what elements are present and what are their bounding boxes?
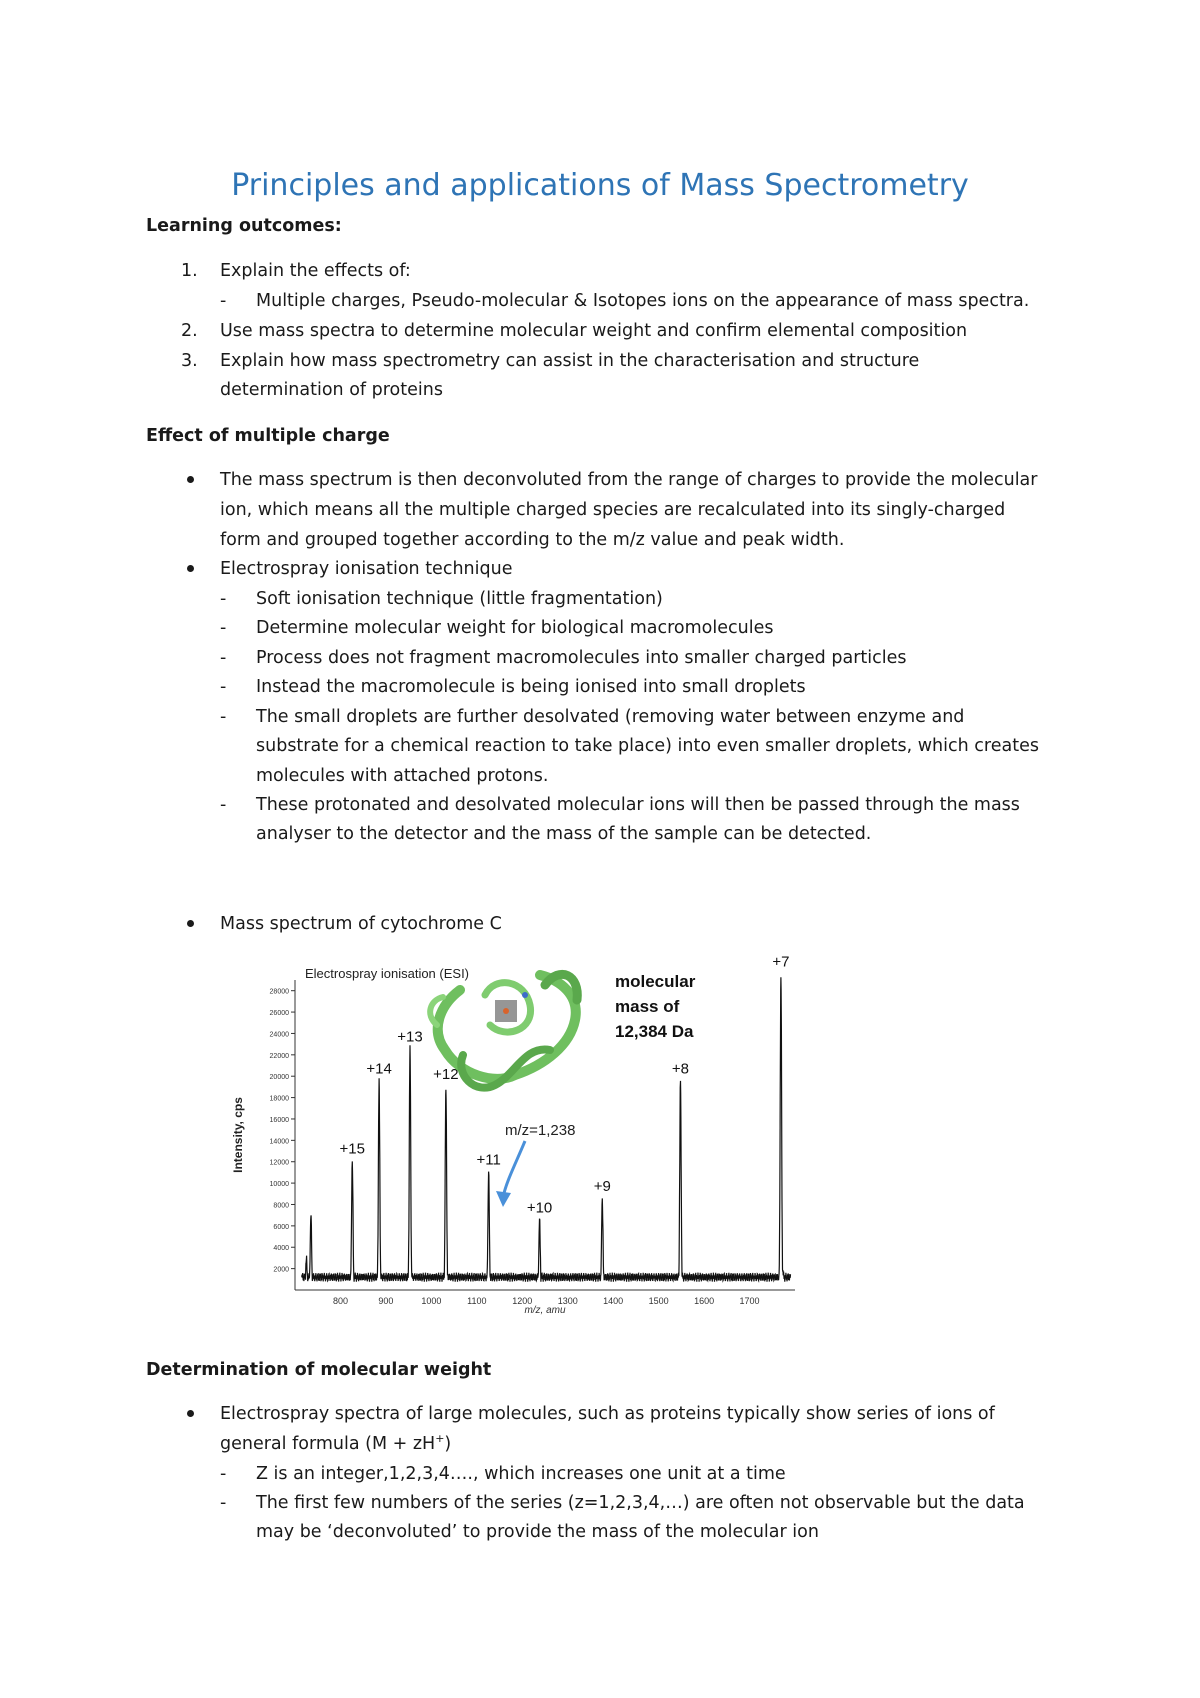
peak-label: +13 (397, 1028, 423, 1046)
y-tick-label: 14000 (269, 1138, 289, 1146)
learning-outcomes-heading: Learning outcomes: (146, 216, 342, 236)
sub-point: may be ‘deconvoluted’ to provide the mass of the molecular ion (256, 1522, 819, 1542)
x-tick-label: 1100 (467, 1296, 487, 1306)
list-item: Explain the effects of: (220, 261, 411, 281)
esi-point: analyser to the detector and the mass of the sample can be detected. (256, 824, 872, 844)
dash-marker: - (220, 795, 227, 815)
peak-label: +14 (366, 1060, 392, 1078)
peak-label: +8 (671, 1060, 690, 1078)
esi-point: Soft ionisation technique (little fragmentation) (256, 589, 663, 609)
list-item-continued: determination of proteins (220, 380, 443, 400)
bullet-marker (187, 476, 194, 483)
section-heading: Effect of multiple charge (146, 426, 390, 446)
peak-label: +9 (593, 1178, 611, 1196)
bullet-text: Electrospray ionisation technique (220, 559, 513, 579)
bullet-text: Electrospray spectra of large molecules, such as proteins typically show series of ions of (220, 1404, 995, 1424)
esi-point: molecules with attached protons. (256, 766, 549, 786)
section-heading: Determination of molecular weight (146, 1360, 492, 1380)
bullet-marker (187, 1410, 194, 1417)
y-tick-label: 2000 (273, 1266, 289, 1274)
annotation-arrow-head (496, 1191, 511, 1207)
dash-marker: - (220, 707, 227, 727)
list-item: Use mass spectra to determine molecular weight and confirm elemental composition (220, 321, 968, 341)
list-number: 2. (181, 321, 198, 341)
x-tick-label: 1400 (603, 1296, 624, 1306)
list-item: Multiple charges, Pseudo-molecular & Isotopes ions on the appearance of mass spectra. (256, 291, 1030, 311)
dash-marker: - (220, 618, 227, 638)
molecular-mass-label: mass of (615, 997, 680, 1016)
mz-annotation: m/z=1,238 (505, 1122, 576, 1139)
y-tick-label: 4000 (273, 1245, 289, 1253)
esi-point: Process does not fragment macromolecules into smaller charged particles (256, 648, 907, 668)
formula-superscript: + (435, 1432, 445, 1446)
molecular-mass-label: 12,384 Da (615, 1022, 694, 1041)
x-tick-label: 1000 (421, 1296, 442, 1306)
x-tick-label: 1700 (739, 1296, 760, 1306)
x-tick-label: 1200 (512, 1296, 533, 1306)
y-tick-label: 28000 (269, 988, 289, 996)
y-tick-label: 8000 (273, 1202, 289, 1210)
bullet-text: The mass spectrum is then deconvoluted from the range of charges to provide the molecular (220, 470, 1038, 490)
x-tick-label: 1300 (557, 1296, 578, 1306)
x-tick-label: 1500 (648, 1296, 669, 1306)
y-tick-label: 26000 (269, 1010, 289, 1018)
peak-label: +15 (339, 1140, 365, 1158)
y-tick-label: 24000 (269, 1031, 289, 1039)
esi-point: Determine molecular weight for biological macromolecules (256, 618, 774, 638)
x-tick-label: 1600 (694, 1296, 715, 1306)
list-number: 3. (181, 351, 198, 371)
x-axis-label: m/z, amu (524, 1305, 566, 1316)
page-title: Principles and applications of Mass Spectrometry (231, 168, 969, 203)
bullet-text: ion, which means all the multiple charged species are recalculated into its singly-charged (220, 500, 1006, 520)
bullet-marker (187, 920, 194, 927)
list-item: Explain how mass spectrometry can assist in the characterisation and structure (220, 351, 920, 371)
y-tick-label: 22000 (269, 1052, 289, 1060)
dash-marker: - (220, 677, 227, 697)
y-tick-label: 18000 (269, 1095, 289, 1103)
dash-marker: - (220, 291, 227, 311)
formula-text: ) (444, 1434, 452, 1454)
formula-text: general formula (M + zH (220, 1434, 436, 1454)
y-axis-label: Intensity, cps (231, 1097, 245, 1173)
esi-point: Instead the macromolecule is being ionised into small droplets (256, 677, 806, 697)
esi-point: The small droplets are further desolvated (removing water between enzyme and (256, 707, 965, 727)
bullet-marker (187, 565, 194, 572)
x-tick-label: 900 (378, 1296, 394, 1306)
dash-marker: - (220, 648, 227, 668)
bullet-text: Mass spectrum of cytochrome C (220, 914, 502, 934)
annotation-arrow (503, 1141, 525, 1197)
dash-marker: - (220, 1493, 227, 1513)
sub-point: The first few numbers of the series (z=1,2,3,4,…) are often not observable but the data (256, 1493, 1025, 1513)
molecular-mass-label: molecular (615, 972, 696, 991)
y-tick-label: 16000 (269, 1116, 289, 1124)
y-tick-label: 6000 (273, 1223, 289, 1231)
peak-label: +10 (526, 1199, 553, 1217)
chart-title: Electrospray ionisation (ESI) (305, 966, 470, 981)
esi-point: substrate for a chemical reaction to take place) into even smaller droplets, which creates (256, 736, 1039, 756)
peak-label: +12 (433, 1065, 459, 1083)
y-tick-label: 10000 (269, 1181, 289, 1189)
bullet-text: form and grouped together according to the m/z value and peak width. (220, 530, 845, 550)
peak-label: +7 (772, 953, 790, 971)
dash-marker: - (220, 1464, 227, 1484)
bullet-text-formula (220, 1433, 451, 1455)
x-tick-label: 800 (332, 1296, 348, 1306)
peak-label: +11 (476, 1151, 501, 1169)
y-tick-label: 12000 (269, 1159, 289, 1167)
sub-point: Z is an integer,1,2,3,4…., which increases one unit at a time (256, 1464, 786, 1484)
esi-point: These protonated and desolvated molecular ions will then be passed through the mass (256, 795, 1020, 815)
mass-spectrum-chart (225, 935, 825, 1330)
dash-marker: - (220, 589, 227, 609)
list-number: 1. (181, 261, 198, 281)
y-tick-label: 20000 (269, 1074, 289, 1082)
